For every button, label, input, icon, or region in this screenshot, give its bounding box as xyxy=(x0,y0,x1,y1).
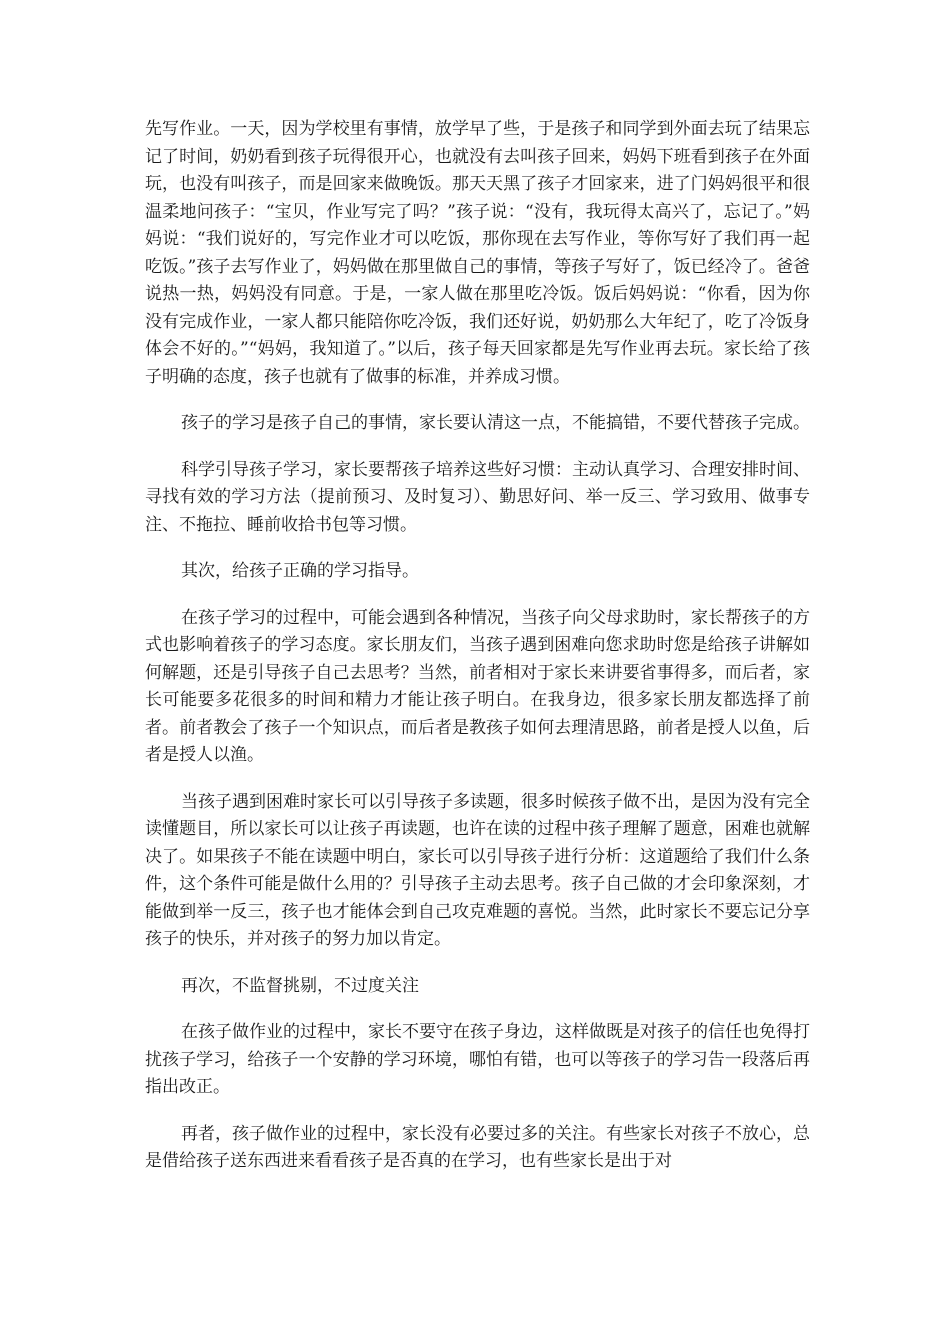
document-page xyxy=(145,116,810,1195)
section-heading-guidance: 其次，给孩子正确的学习指导。 xyxy=(181,561,419,581)
paragraph-excess-attention: 再者，孩子做作业的过程中，家长没有必要过多的关注。有些家长对孩子不放心，总是借给孩子送东西进来看看孩子是否真的在学习，也有些家长是出于对 xyxy=(145,1123,810,1171)
paragraph-homework-story: 先写作业。一天，因为学校里有事情，放学早了些，于是孩子和同学到外面去玩了结果忘记了时间，奶奶看到孩子玩得很开心，也就没有去叫孩子回来，妈妈下班看到孩子在外面玩，也没有叫孩子，而是回家来做晚饭。那天天黑了孩子才回家来，进了门妈妈很平和很温柔地问孩子：“宝贝，作业写完了吗？”孩子说：“没有，我玩得太高兴了，忘记了。”妈妈说：“我们说好的，写完作业才可以吃饭，那你现在去写作业，等你写好了我们再一起吃饭。”孩子去写作业了，妈妈做在那里做自己的事情，等孩子写好了，饭已经冷了。爸爸说热一热，妈妈没有同意。于是，一家人做在那里吃冷饭。饭后妈妈说：“你看，因为你没有完成作业，一家人都只能陪你吃冷饭，我们还好说，奶奶那么大年纪了，吃了冷饭身体会不好的。”“妈妈，我知道了。”以后，孩子每天回家都是先写作业再去玩。家长给了孩子明确的态度，孩子也就有了做事的标准，并养成习惯。 xyxy=(145,119,810,387)
section-heading-no-supervision: 再次，不监督挑剔，不过度关注 xyxy=(181,975,419,996)
paragraph-good-habits: 科学引导孩子学习，家长要帮孩子培养这些好习惯：主动认真学习、合理安排时间、寻找有效的学习方法（提前预习、及时复习）、勤思好问、举一反三、学习致用、做事专注、不拖拉、睡前收拾书包等习惯。 xyxy=(145,459,810,535)
paragraph-child-responsibility: 孩子的学习是孩子自己的事情，家长要认清这一点，不能搞错，不要代替孩子完成。 xyxy=(181,413,810,433)
paragraph-helping-approach: 在孩子学习的过程中，可能会遇到各种情况，当孩子向父母求助时，家长帮孩子的方式也影响着孩子的学习态度。家长朋友们，当孩子遇到困难向您求助时您是给孩子讲解如何解题，还是引导孩子自己去思考？当然，前者相对于家长来讲要省事得多，而后者，家长可能要多花很多的时间和精力才能让孩子明白。在我身边，很多家长朋友都选择了前者。前者教会了孩子一个知识点，而后者是教孩子如何去理清思路，前者是授人以鱼，后者是授人以渔。 xyxy=(145,607,810,765)
paragraph-quiet-environment: 在孩子做作业的过程中，家长不要守在孩子身边，这样做既是对孩子的信任也免得打扰孩子学习，给孩子一个安静的学习环境，哪怕有错，也可以等孩子的学习告一段落后再指出改正。 xyxy=(145,1022,810,1097)
paragraph-read-question: 当孩子遇到困难时家长可以引导孩子多读题，很多时候孩子做不出，是因为没有完全读懂题目，所以家长可以让孩子再读题，也许在读的过程中孩子理解了题意，困难也就解决了。如果孩子不能在读题中明白，家长可以引导孩子进行分析：这道题给了我们什么条件，这个条件可能是做什么用的？引导孩子主动去思考。孩子自己做的才会印象深刻，才能做到举一反三，孩子也才能体会到自己攻克难题的喜悦。当然，此时家长不要忘记分享孩子的快乐，并对孩子的努力加以肯定。 xyxy=(145,791,810,949)
